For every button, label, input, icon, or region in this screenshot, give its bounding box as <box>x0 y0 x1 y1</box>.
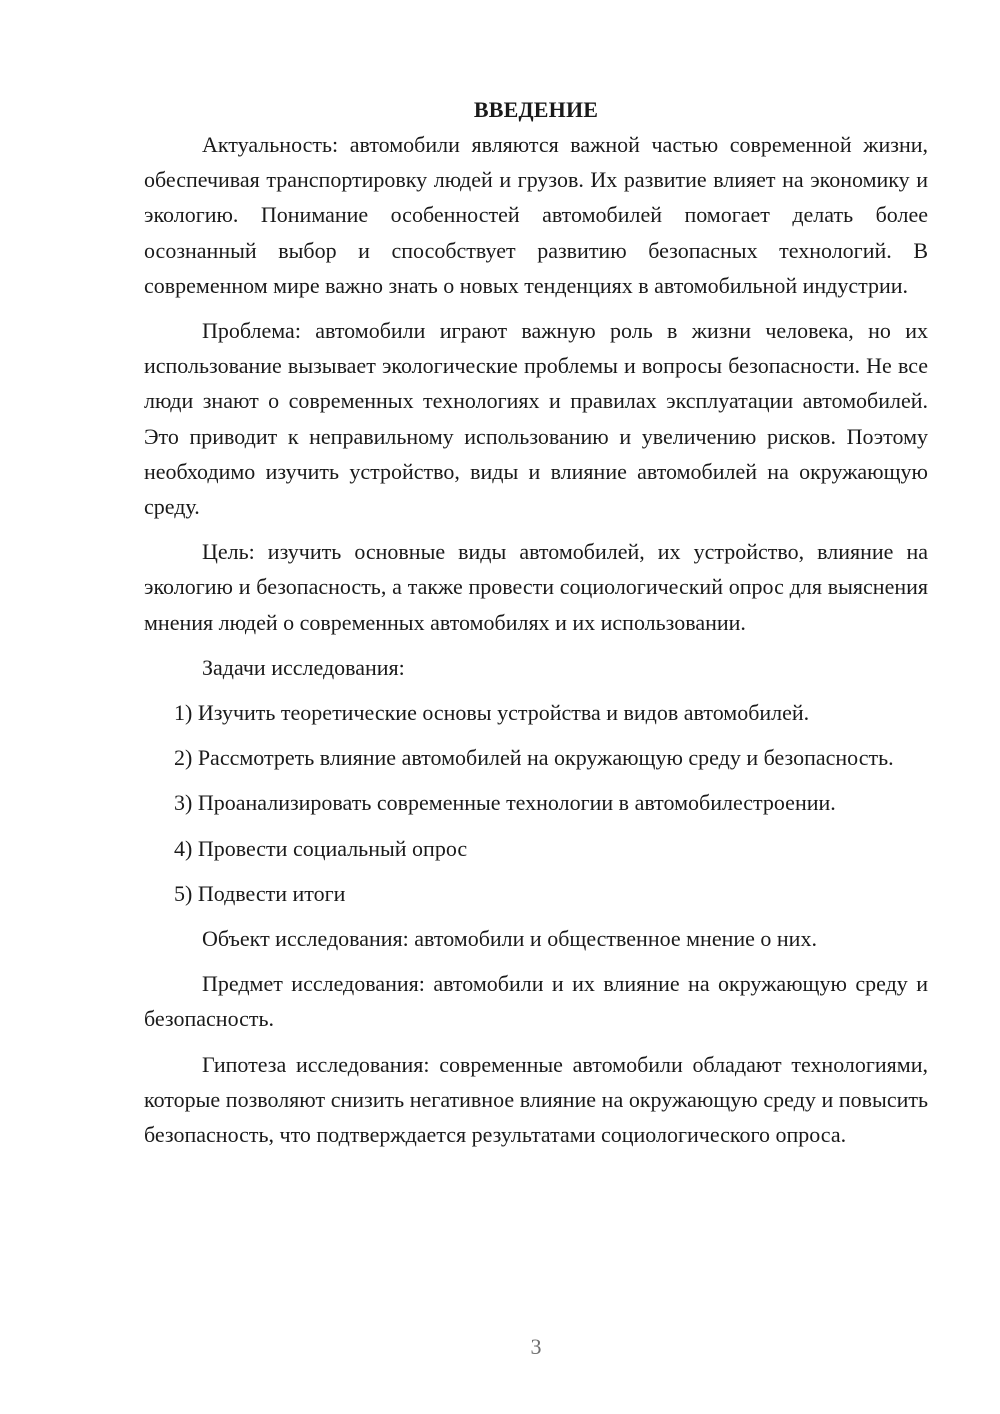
document-page <box>144 92 928 1162</box>
task-item-3: 3) Проанализировать современные технологии в автомобилестроении. <box>174 790 836 816</box>
task-item-5: 5) Подвести итоги <box>174 880 346 906</box>
goal-paragraph: Цель: изучить основные виды автомобилей, их устройство, влияние на экологию и безопасность, а также провести социологический опрос для выяснения мнения людей о современных автомобилях и их использовании. <box>144 539 928 635</box>
hypothesis-paragraph: Гипотеза исследования: современные автомобили обладают технологиями, которые позволяют снизить негативное влияние на окружающую среду и повысить безопасность, что подтверждается результатами социологического опроса. <box>144 1051 928 1148</box>
problem-paragraph: Проблема: автомобили играют важную роль в жизни человека, но их использование вызывает экологические проблемы и вопросы безопасности. Не все люди знают о современных технологиях и правилах эксплуатации автомобилей. Это приводит к неправильному использованию и увеличению рисков. Поэтому необходимо изучить устройство, виды и влияние автомобилей на окружающую среду. <box>144 318 928 520</box>
subject-paragraph: Предмет исследования: автомобили и их влияние на окружающую среду и безопасность. <box>144 971 928 1032</box>
relevance-paragraph: Актуальность: автомобили являются важной частью современной жизни, обеспечивая транспортировку людей и грузов. Их развитие влияет на экономику и экологию. Понимание особенностей автомобилей помогает делать более осознанный выбор и способствует развитию безопасных технологий. В современном мире важно знать о новых тенденциях в автомобильной индустрии. <box>144 132 928 298</box>
task-item-4: 4) Провести социальный опрос <box>174 835 468 861</box>
task-item-2: 2) Рассмотреть влияние автомобилей на окружающую среду и безопасность. <box>174 745 894 771</box>
task-item-1: 1) Изучить теоретические основы устройства и видов автомобилей. <box>174 700 810 726</box>
page-number: 3 <box>530 1334 542 1359</box>
section-heading: ВВЕДЕНИЕ <box>473 97 599 122</box>
object-paragraph: Объект исследования: автомобили и общественное мнение о них. <box>202 926 817 952</box>
tasks-heading: Задачи исследования: <box>202 654 405 680</box>
